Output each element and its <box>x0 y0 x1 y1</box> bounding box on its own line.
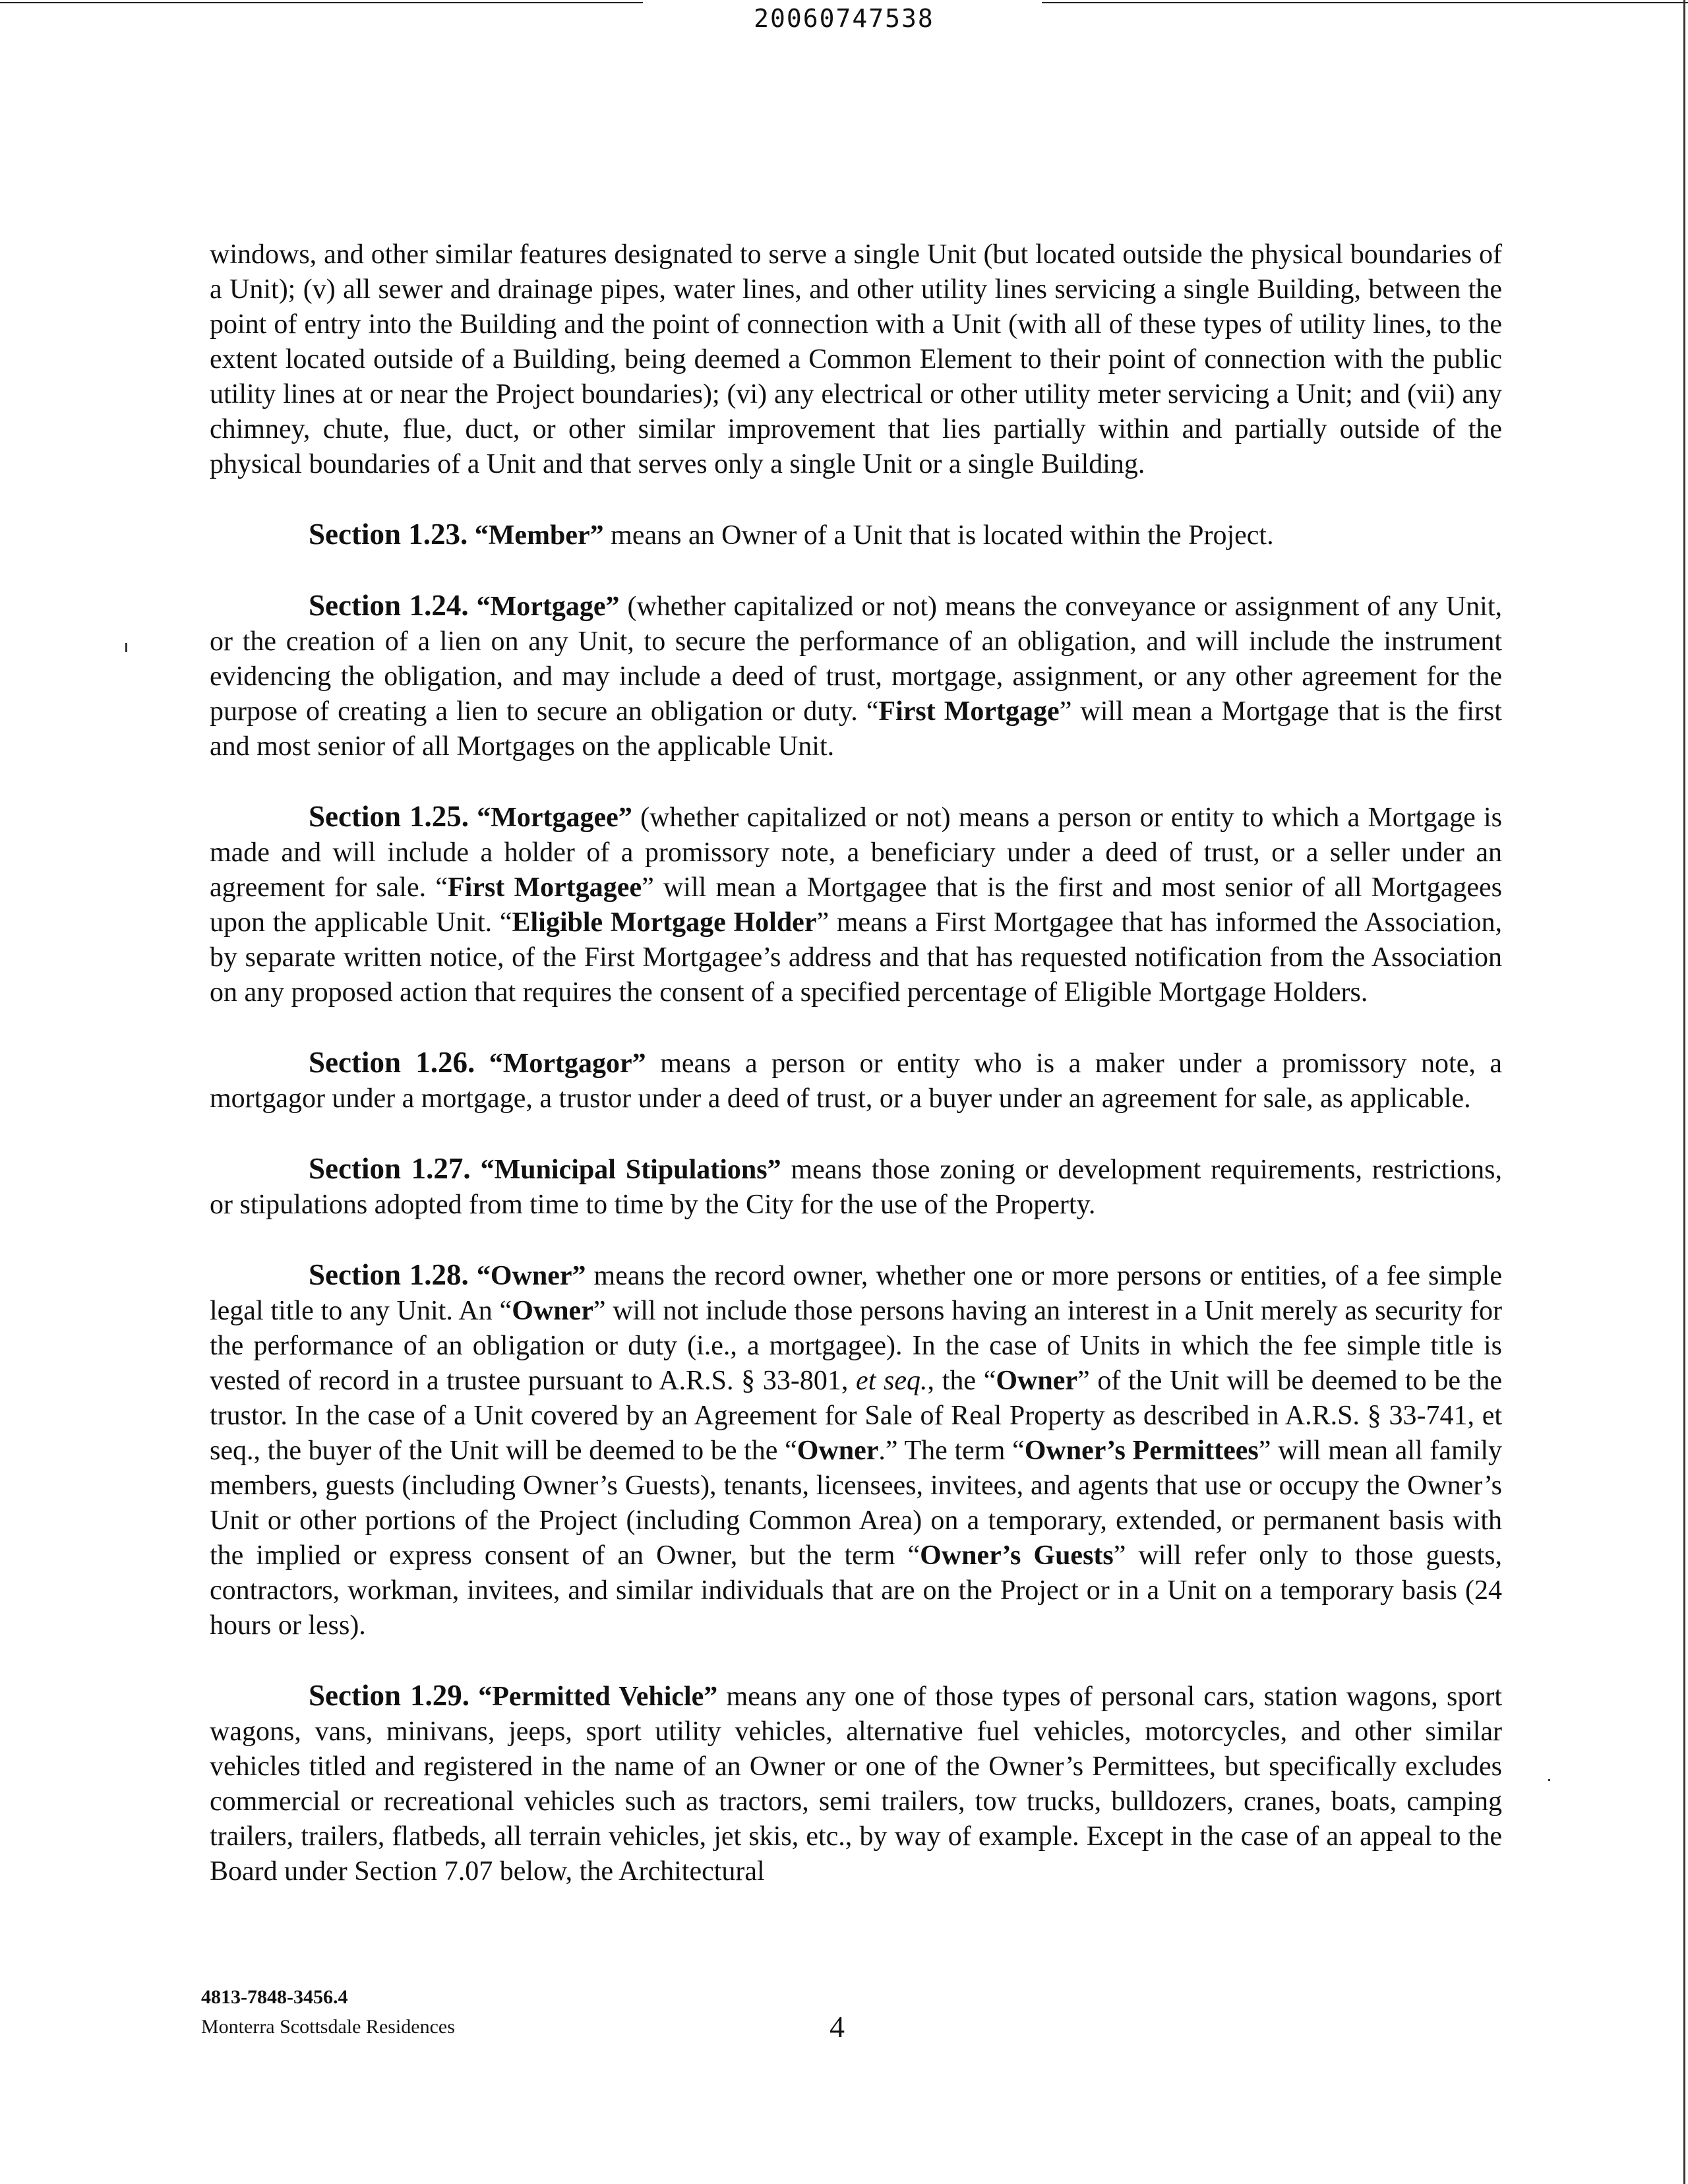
section-1-29 <box>210 1678 1502 1889</box>
section-text: ” will mean a Mortgagee that is the first and most senior of all Mortgagees upon the applicable Unit. “ <box>210 872 1502 938</box>
continued-paragraph: windows, and other similar features designated to serve a single Unit (but located outside the physical boundaries of a Unit); (v) all sewer and drainage pipes, water lines, and other utility lines servicing a single Building, between the point of entry into the Building and the point of connection with a Unit (with all of these types of utility lines, to the extent located outside of a Building, being deemed a Common Element to their point of connection with the public utility lines at or near the Project boundaries); (vi) any electrical or other utility meter servicing a Unit; and (vii) any chimney, chute, flue, duct, or other similar improvement that lies partially within and partially outside of the physical boundaries of a Unit and that serves only a single Unit or a single Building. <box>210 239 1502 479</box>
section-text: ” will not include those persons having an interest in a Unit merely as security for the performance of an obligation or duty (i.e., a mortgagee). In the case of Units in which the fee simple title is vested of record in a trustee pursuant to A.R.S. § 33-801, <box>210 1296 1502 1396</box>
section-1-27 <box>210 1151 1502 1223</box>
section-text: means the record owner, whether one or more persons or entities, of a fee simple legal title to any Unit. An “ <box>210 1261 1502 1326</box>
defined-term: “Mortgagor” <box>489 1048 646 1079</box>
section-text: , the “ <box>927 1366 996 1396</box>
defined-term: First Mortgagee <box>448 872 642 903</box>
section-number: Section 1.29. <box>309 1679 469 1712</box>
scan-speck <box>125 643 127 652</box>
section-text: (whether capitalized or not) means the conveyance or assignment of any Unit, or the creation of a lien on any Unit, to secure the performance of an obligation, and will include the instrument evidencing the obligation, and may include a deed of trust, mortgage, assignment, or any other agreement for the purpose of creating a lien to secure an obligation or duty. “ <box>210 592 1503 727</box>
section-text: means a person or entity who is a maker under a promissory note, a mortgagor under a mortgage, a trustor under a deed of trust, or a buyer under an agreement for sale, as applicable. <box>210 1048 1502 1114</box>
section-number: Section 1.26. <box>309 1046 475 1079</box>
section-text: ” will refer only to those guests, contractors, workman, invitees, and similar individuals that are on the Project or in a Unit on a temporary basis (24 hours or less). <box>210 1540 1502 1641</box>
scan-speck <box>1548 1779 1550 1781</box>
page-number: 4 <box>829 2010 845 2044</box>
header-rule-right <box>1042 2 1688 3</box>
defined-term: “Member” <box>474 520 604 551</box>
section-text: ” will mean a Mortgage that is the first and most senior of all Mortgages on the applicable Unit. <box>210 696 1502 762</box>
defined-term: Owner <box>996 1366 1078 1396</box>
section-number: Section 1.27. <box>309 1152 471 1185</box>
section-number: Section 1.28. <box>309 1258 469 1291</box>
defined-term: Eligible Mortgage Holder <box>512 907 817 938</box>
footer-project-name: Monterra Scottsdale Residences <box>201 2016 455 2038</box>
section-text: means an Owner of a Unit that is located within the Project. <box>603 520 1274 551</box>
scan-edge-line <box>1683 0 1685 2184</box>
defined-term: “Permitted Vehicle” <box>478 1682 718 1712</box>
defined-term: First Mortgage <box>878 696 1060 727</box>
section-number: Section 1.23. <box>309 518 468 551</box>
defined-term: Owner’s Guests <box>920 1540 1114 1571</box>
defined-term: Owner <box>512 1296 593 1326</box>
section-number: Section 1.24. <box>309 589 469 622</box>
section-1-25 <box>210 799 1502 1010</box>
section-number: Section 1.25. <box>309 800 469 833</box>
defined-term: “Owner” <box>476 1261 586 1291</box>
section-1-23 <box>210 517 1502 553</box>
section-text: ” means a First Mortgagee that has informed the Association, by separate written notice, of the First Mortgagee’s address and that has requested notification from the Association on any proposed action that requires the consent of a specified percentage of Eligible Mortgage Holders. <box>210 907 1502 1008</box>
defined-term: Owner <box>797 1436 879 1466</box>
document-number: 20060747538 <box>754 4 934 33</box>
section-1-24 <box>210 588 1502 764</box>
section-text: .” The term “ <box>878 1436 1025 1466</box>
defined-term: “Municipal Stipulations” <box>480 1155 781 1185</box>
header-rule-left <box>0 2 643 3</box>
document-body <box>210 237 1502 1924</box>
section-text: ” will mean all family members, guests (including Owner’s Guests), tenants, licensees, invitees, and agents that use or occupy the Owner’s Unit or other portions of the Project (including Common Area) on a temporary, extended, or permanent basis with the implied or express consent of an Owner, but the term “ <box>210 1436 1502 1571</box>
italic-text: et seq. <box>856 1366 928 1396</box>
section-text: means those zoning or development requirements, restrictions, or stipulations adopted from time to time by the City for the use of the Property. <box>210 1155 1502 1220</box>
section-text: (whether capitalized or not) means a person or entity to which a Mortgage is made and will include a holder of a promissory note, a beneficiary under a deed of trust, or a seller under an agreement for sale. “ <box>210 803 1502 903</box>
footer-document-id: 4813-7848-3456.4 <box>201 1986 348 2008</box>
section-1-28 <box>210 1258 1502 1643</box>
section-1-26 <box>210 1045 1502 1116</box>
defined-term: Owner’s Permittees <box>1024 1436 1259 1466</box>
section-text: means any one of those types of personal cars, station wagons, sport wagons, vans, minivans, jeeps, sport utility vehicles, alternative fuel vehicles, motorcycles, and other similar vehicles titled and registered in the name of an Owner or one of the Owner’s Permittees, but specifically excludes commercial or recreational vehicles such as tractors, semi trailers, tow trucks, bulldozers, cranes, boats, camping trailers, trailers, flatbeds, all terrain vehicles, jet skis, etc., by way of example. Except in the case of an appeal to the Board under Section 7.07 below, the Architectural <box>210 1682 1502 1887</box>
defined-term: “Mortgagee” <box>477 803 632 833</box>
defined-term: “Mortgage” <box>476 592 620 622</box>
section-text: ” of the Unit will be deemed to be the trustor. In the case of a Unit covered by an Agreement for Sale of Real Property as described in A.R.S. § 33-741, et seq., the buyer of the Unit will be deemed to be the “ <box>210 1366 1502 1466</box>
